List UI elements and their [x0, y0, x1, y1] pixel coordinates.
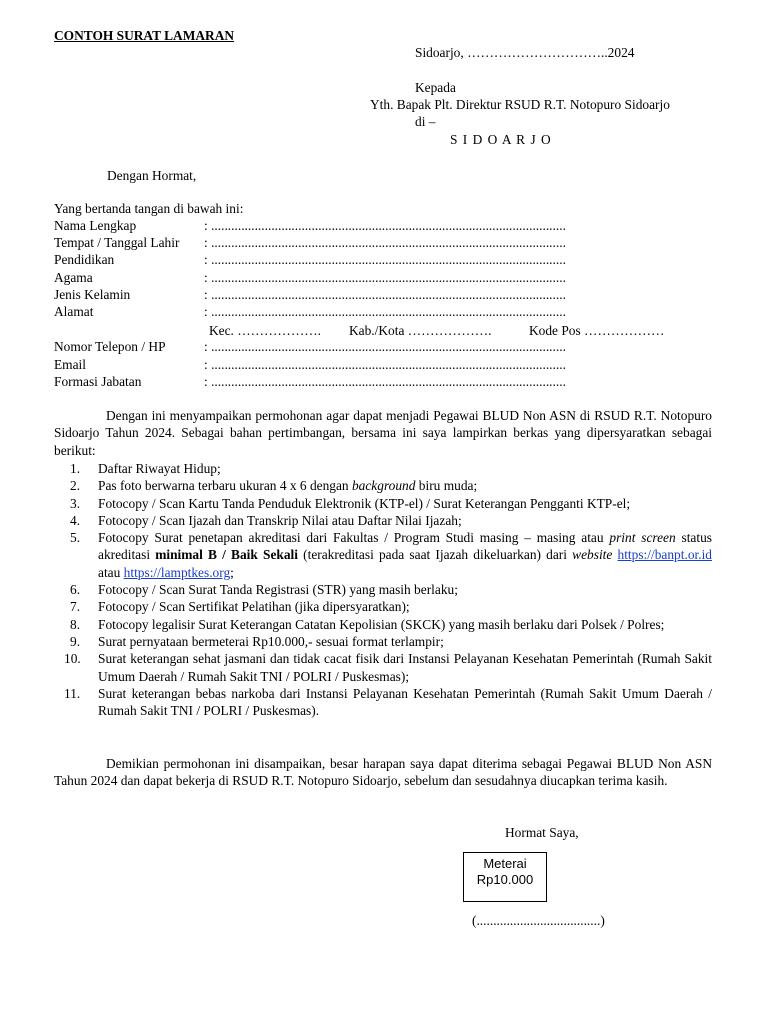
list-item: 3. Fotocopy / Scan Kartu Tanda Penduduk Elektronik (KTP-el) / Surat Keterangan Pengganti KTP-el; [70, 495, 631, 511]
form-row-jenis-kelamin [54, 287, 714, 304]
form-fill-line: : .......................................................................................................... [204, 339, 566, 354]
form-row-formasi [54, 374, 714, 391]
greeting: Dengan Hormat, [107, 168, 197, 183]
place-date: Sidoarjo, …………………………..2024 [415, 45, 635, 60]
form-label: Pendidikan [54, 252, 115, 267]
recipient-kepada: Kepada [415, 80, 456, 95]
form-row-alamat [54, 304, 714, 321]
meterai-label: Meterai [483, 856, 527, 871]
form-label: Formasi Jabatan [54, 374, 142, 389]
form-fill-line: : .......................................................................................................... [204, 252, 566, 267]
banpt-link[interactable]: https://banpt.or.id [617, 547, 712, 563]
closing-paragraph: Demikian permohonan ini disampaikan, besar harapan saya dapat diterima sebagai Pegawai BLUD Non ASN Tahun 2024 dan dapat bekerja di RSUD R.T. Notopuro Sidoarjo, sebelum dan sesudahnya diucapkan terima kasih. [54, 756, 712, 789]
recipient-city: S I D O A R J O [450, 132, 552, 147]
signature-line: (.....................................) [472, 913, 605, 928]
form-label: Tempat / Tanggal Lahir [54, 235, 180, 250]
list-item: 11. Surat keterangan bebas narkoba dari Instansi Pelayanan Kesehatan Pemerintah (Rumah Sakit Umum Daerah / Rumah Sakit TNI / POLRI / Puskesmas). [64, 685, 712, 719]
form-row-agama [54, 270, 714, 287]
list-item: 9. Surat pernyataan bermeterai Rp10.000,- sesuai format terlampir; [70, 633, 444, 649]
body-paragraph: Dengan ini menyampaikan permohonan agar dapat menjadi Pegawai BLUD Non ASN di RSUD R.T. Notopuro Sidoarjo Tahun 2024. Sebagai bahan pertimbangan, bersama ini saya lampirkan berkas yang dipersyaratkan sebagai berikut: [54, 408, 712, 458]
list-item: 4. Fotocopy / Scan Ijazah dan Transkrip Nilai atau Daftar Nilai Ijazah; [70, 512, 462, 528]
recipient-di: di – [415, 114, 436, 129]
list-item: 7. Fotocopy / Scan Sertifikat Pelatihan (jika dipersyaratkan); [70, 599, 410, 615]
meterai-value: Rp10.000 [476, 872, 534, 887]
regards: Hormat Saya, [505, 825, 579, 840]
form-label: Agama [54, 270, 93, 285]
form-fill-line: : .......................................................................................................... [204, 218, 566, 233]
form-fill-line: : .......................................................................................................... [204, 235, 566, 250]
form-row-telepon [54, 339, 714, 356]
form-row-pendidikan [54, 252, 714, 269]
form-row-email [54, 357, 714, 374]
list-item: 5. Fotocopy Surat penetapan akreditasi dari Fakultas / Program Studi masing – masing atau print screen status akreditasi minimal B / Baik Sekali (terakreditasi pada saat Ijazah dikeluarkan) dari website https://banpt.or.id atau https://lamptkes.org; [70, 530, 712, 580]
lamptkes-link[interactable]: https://lamptkes.org [123, 564, 231, 580]
form-fill-line: : .......................................................................................................... [204, 304, 566, 319]
list-item: 8. Fotocopy legalisir Surat Keterangan Catatan Kepolisian (SKCK) yang masih berlaku dari Polsek / Polres; [70, 616, 665, 632]
list-item: 10. Surat keterangan sehat jasmani dan tidak cacat fisik dari Instansi Pelayanan Kesehatan Pemerintah (Rumah Sakit Umum Daerah / Rumah Sakit TNI / POLRI / Puskesmas); [64, 651, 712, 684]
form-label: Nomor Telepon / HP [54, 339, 166, 354]
form-label: Email [54, 357, 86, 372]
list-item: 2. Pas foto berwarna terbaru ukuran 4 x 6 dengan background biru muda; [70, 478, 478, 494]
form-label: Nama Lengkap [54, 218, 137, 233]
form-row-ttl [54, 235, 714, 252]
form-fill-line: : .......................................................................................................... [204, 374, 566, 389]
form-label: Jenis Kelamin [54, 287, 131, 302]
form-row-address-detail [54, 322, 714, 339]
requirements-list [54, 460, 712, 719]
meterai-box [463, 852, 547, 902]
recipient-name: Yth. Bapak Plt. Direktur RSUD R.T. Notopuro Sidoarjo [370, 97, 670, 112]
list-item: 1. Daftar Riwayat Hidup; [70, 461, 221, 476]
intro-line: Yang bertanda tangan di bawah ini: [54, 201, 244, 216]
form-label: Alamat [54, 304, 94, 319]
list-item: 6. Fotocopy / Scan Surat Tanda Registrasi (STR) yang masih berlaku; [70, 582, 458, 598]
form-fill-line: : .......................................................................................................... [204, 287, 566, 302]
document-title: CONTOH SURAT LAMARAN [54, 28, 235, 43]
kec-field: Kec. ………………. [209, 323, 321, 338]
form-fill-line: : .......................................................................................................... [204, 270, 566, 285]
kab-field: Kab./Kota ………………. [349, 323, 492, 338]
form-row-nama [54, 218, 714, 235]
kode-pos-field: Kode Pos ……………… [529, 323, 665, 338]
form-fill-line: : .......................................................................................................... [204, 357, 566, 372]
